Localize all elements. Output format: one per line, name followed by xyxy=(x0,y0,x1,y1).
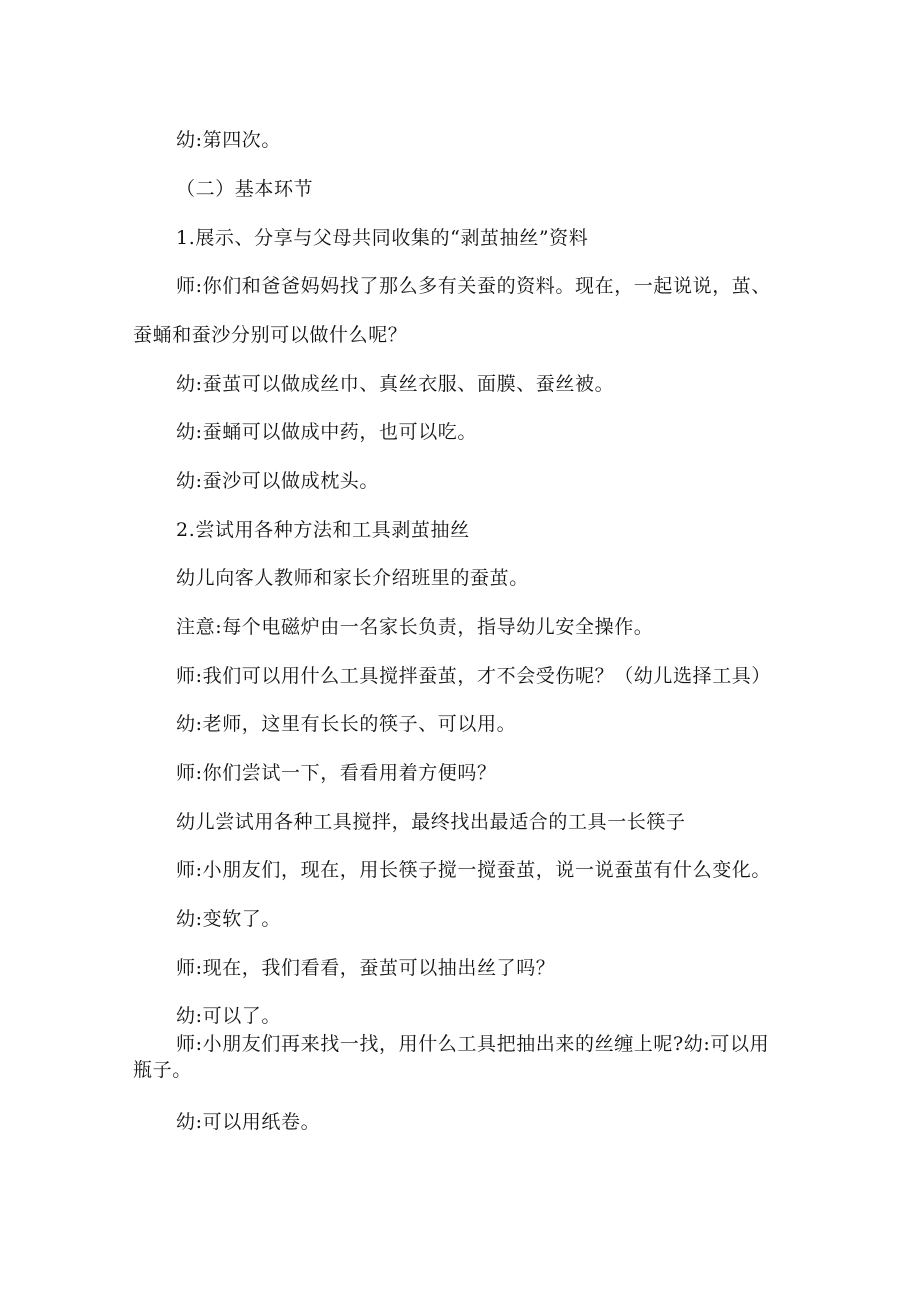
dialogue-line: 幼:蚕蛹可以做成中药，也可以吃。 xyxy=(176,421,478,443)
dialogue-line: 幼:可以用纸卷。 xyxy=(176,1111,321,1133)
dialogue-line: 师:现在，我们看看，蚕茧可以抽出丝了吗？ xyxy=(176,957,556,979)
narrative-line: 幼儿向客人教师和家长介绍班里的蚕茧。 xyxy=(176,567,529,589)
dialogue-line: 幼:变软了。 xyxy=(176,908,282,930)
dialogue-line: 幼:蚕茧可以做成丝巾、真丝衣服、面膜、蚕丝被。 xyxy=(176,373,615,395)
section-heading: （二）基本环节 xyxy=(176,178,314,200)
dialogue-line: 师:你们尝试一下，看看用着方便吗？ xyxy=(176,762,497,784)
note-line: 注意:每个电磁炉由一名家长负责，指导幼儿安全操作。 xyxy=(176,616,654,638)
narrative-line: 幼儿尝试用各种工具搅拌，最终找出最适合的工具一长筷子 xyxy=(176,811,686,833)
dialogue-line: 幼:老师，这里有长长的筷子、可以用。 xyxy=(176,713,517,735)
dialogue-line: 幼:蚕沙可以做成枕头。 xyxy=(176,470,380,492)
dialogue-line: 幼:第四次。 xyxy=(176,129,282,151)
dialogue-line: 师:我们可以用什么工具搅拌蚕茧，才不会受伤呢？（幼儿选择工具） xyxy=(176,665,772,687)
dialogue-line: 师:小朋友们，现在，用长筷子搅一搅蚕茧，说一说蚕茧有什么变化。 xyxy=(176,859,772,881)
dialogue-line: 师:你们和爸爸妈妈找了那么多有关蚕的资料。现在，一起说说，茧、 xyxy=(176,275,772,297)
dialogue-line-continuation: 蚕蛹和蚕沙分别可以做什么呢？ xyxy=(133,324,408,346)
dialogue-line: 师:小朋友们再来找一找，用什么工具把抽出来的丝缠上呢?幼:可以用 xyxy=(176,1033,770,1055)
dialogue-line-continuation: 瓶子。 xyxy=(133,1059,192,1081)
dialogue-line: 幼:可以了。 xyxy=(176,1005,282,1027)
subsection-heading: 1.展示、分享与父母共同收集的“剥茧抽丝”资料 xyxy=(176,227,589,249)
subsection-heading: 2.尝试用各种方法和工具剥茧抽丝 xyxy=(176,519,470,541)
